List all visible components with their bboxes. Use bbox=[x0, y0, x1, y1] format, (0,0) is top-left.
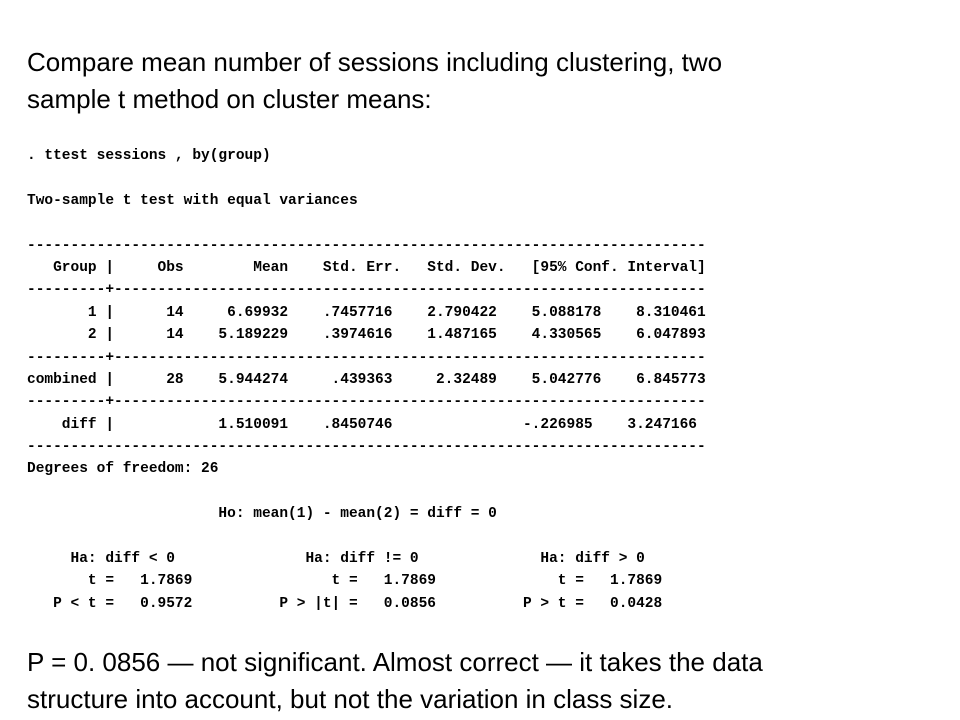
table-rule: ---------+-------------------------------------------------------------------- bbox=[27, 394, 706, 411]
table-rule: ---------+-------------------------------------------------------------------- bbox=[27, 282, 706, 299]
table-header-row: Group | Obs Mean Std. Err. Std. Dev. [95% Conf. Interval] bbox=[27, 259, 706, 276]
slide-title-line-2: sample t method on cluster means: bbox=[27, 84, 432, 114]
conclusion-line-1: P = 0. 0856 — not significant. Almost correct — it takes the data bbox=[27, 647, 763, 677]
table-row-group-2: 2 | 14 5.189229 .3974616 1.487165 4.330565 6.047893 bbox=[27, 327, 706, 344]
command-line: . ttest sessions , by(group) bbox=[27, 148, 271, 164]
p-values: P < t = 0.9572 P > |t| = 0.0856 P > t = 0.0428 bbox=[27, 595, 663, 612]
blank-line bbox=[27, 212, 706, 234]
slide-conclusion bbox=[27, 644, 952, 718]
stata-ttest-output bbox=[27, 145, 706, 615]
table-rule: ---------+-------------------------------------------------------------------- bbox=[27, 349, 706, 366]
table-row-group-1: 1 | 14 6.69932 .7457716 2.790422 5.088178 8.310461 bbox=[27, 304, 706, 321]
table-row-combined: combined | 28 5.944274 .439363 2.32489 5.042776 6.845773 bbox=[27, 371, 706, 388]
blank-line bbox=[27, 481, 706, 503]
blank-line bbox=[27, 167, 706, 189]
alternative-hypotheses: Ha: diff < 0 Ha: diff != 0 Ha: diff > 0 bbox=[27, 551, 645, 568]
test-heading: Two-sample t test with equal variances bbox=[27, 192, 358, 209]
table-rule: ------------------------------------------------------------------------------ bbox=[27, 439, 706, 456]
t-statistics: t = 1.7869 t = 1.7869 t = 1.7869 bbox=[27, 573, 663, 590]
null-hypothesis: Ho: mean(1) - mean(2) = diff = 0 bbox=[27, 506, 497, 523]
conclusion-line-2: structure into account, but not the variation in class size. bbox=[27, 684, 674, 714]
slide-title bbox=[27, 44, 947, 118]
blank-line bbox=[27, 526, 706, 548]
degrees-of-freedom: Degrees of freedom: 26 bbox=[27, 461, 219, 478]
table-rule: ------------------------------------------------------------------------------ bbox=[27, 237, 706, 254]
table-row-diff: diff | 1.510091 .8450746 -.226985 3.247166 bbox=[27, 416, 698, 433]
slide-title-line-1: Compare mean number of sessions including clustering, two bbox=[27, 47, 723, 77]
